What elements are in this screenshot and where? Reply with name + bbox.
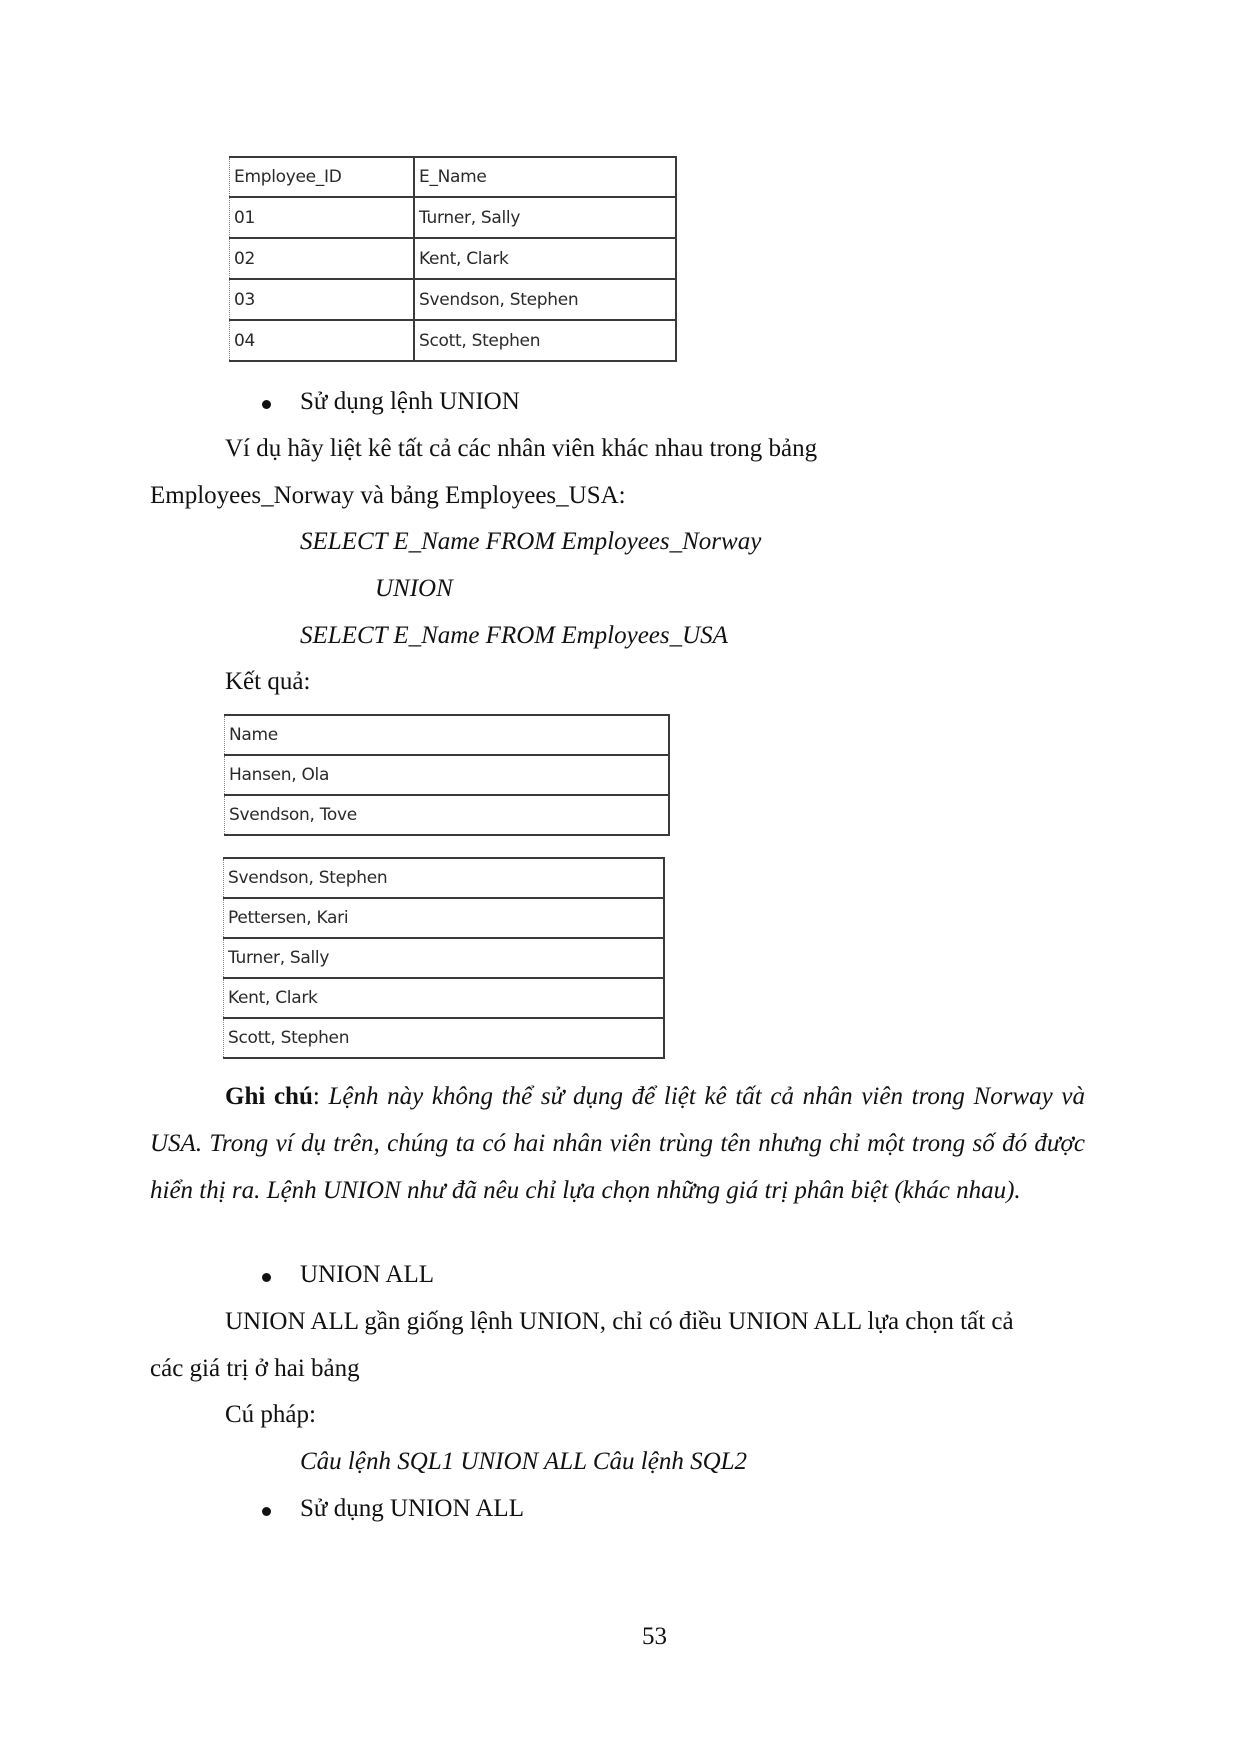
table-row [224,898,665,938]
table-cell: Turner, Sally [414,197,676,238]
table-row [224,858,665,898]
bullet-item-union-all: UNION ALL [300,1261,435,1288]
table-header-row [225,715,670,755]
table-cell: 04 [230,320,415,361]
table-cell: Hansen, Ola [225,755,670,795]
union-all-description-line1: UNION ALL gần giống lệnh UNION, chỉ có điều UNION ALL lựa chọn tất cả [225,1308,1014,1335]
table-header-row [230,157,677,197]
bullet-item-union: Sử dụng lệnh UNION [300,388,520,415]
table-row [224,1018,665,1058]
sql-code-line2: UNION [375,575,453,602]
employees-table [229,156,677,362]
table-row [224,938,665,978]
note-paragraph [150,1073,1085,1214]
example-text-line2: Employees_Norway và bảng Employees_USA: [150,482,626,509]
usa-result-table [223,857,665,1059]
note-text: Lệnh này không thể sử dụng để liệt kê tất cả nhân viên trong Norway và USA. Trong ví dụ trên, chúng ta có hai nhân viên trùng tên nhưng chỉ một trong số đó được hiển thị ra. Lệnh UNION như đã nêu chỉ lựa chọn những giá trị phân biệt (khác nhau). [150,1083,1086,1204]
union-all-description-line2: các giá trị ở hai bảng [150,1355,360,1382]
table-cell: Scott, Stephen [224,1018,665,1058]
table-cell: Svendson, Stephen [224,858,665,898]
table-header-cell: E_Name [414,157,676,197]
note-colon: : [312,1083,329,1110]
table-row [230,238,677,279]
sql-code-line1: SELECT E_Name FROM Employees_Norway [300,528,762,555]
table-row [225,755,670,795]
syntax-label: Cú pháp: [225,1401,316,1428]
bullet-dot-icon [262,1273,271,1282]
note-label: Ghi chú [225,1083,313,1110]
bullet-dot-icon [262,400,271,409]
table-row [230,279,677,320]
table-cell: Pettersen, Kari [224,898,665,938]
table-header-cell: Employee_ID [230,157,415,197]
example-text-line1: Ví dụ hãy liệt kê tất cả các nhân viên khác nhau trong bảng [225,435,818,462]
table-row [224,978,665,1018]
table-cell: 01 [230,197,415,238]
table-cell: 03 [230,279,415,320]
table-row [230,320,677,361]
bullet-dot-icon [262,1507,271,1516]
table-cell: Kent, Clark [224,978,665,1018]
table-cell: Scott, Stephen [414,320,676,361]
page-number: 53 [642,1623,667,1650]
bullet-item-using-union-all: Sử dụng UNION ALL [300,1495,524,1522]
table-cell: Turner, Sally [224,938,665,978]
table-cell: Kent, Clark [414,238,676,279]
sql-code-line3: SELECT E_Name FROM Employees_USA [300,622,728,649]
table-cell: Svendson, Tove [225,795,670,835]
syntax-code: Câu lệnh SQL1 UNION ALL Câu lệnh SQL2 [300,1448,748,1475]
norway-result-table [224,714,670,836]
table-cell: Svendson, Stephen [414,279,676,320]
table-cell: 02 [230,238,415,279]
result-label: Kết quả: [225,668,311,695]
table-row [225,795,670,835]
table-row [230,197,677,238]
table-header-cell: Name [225,715,670,755]
